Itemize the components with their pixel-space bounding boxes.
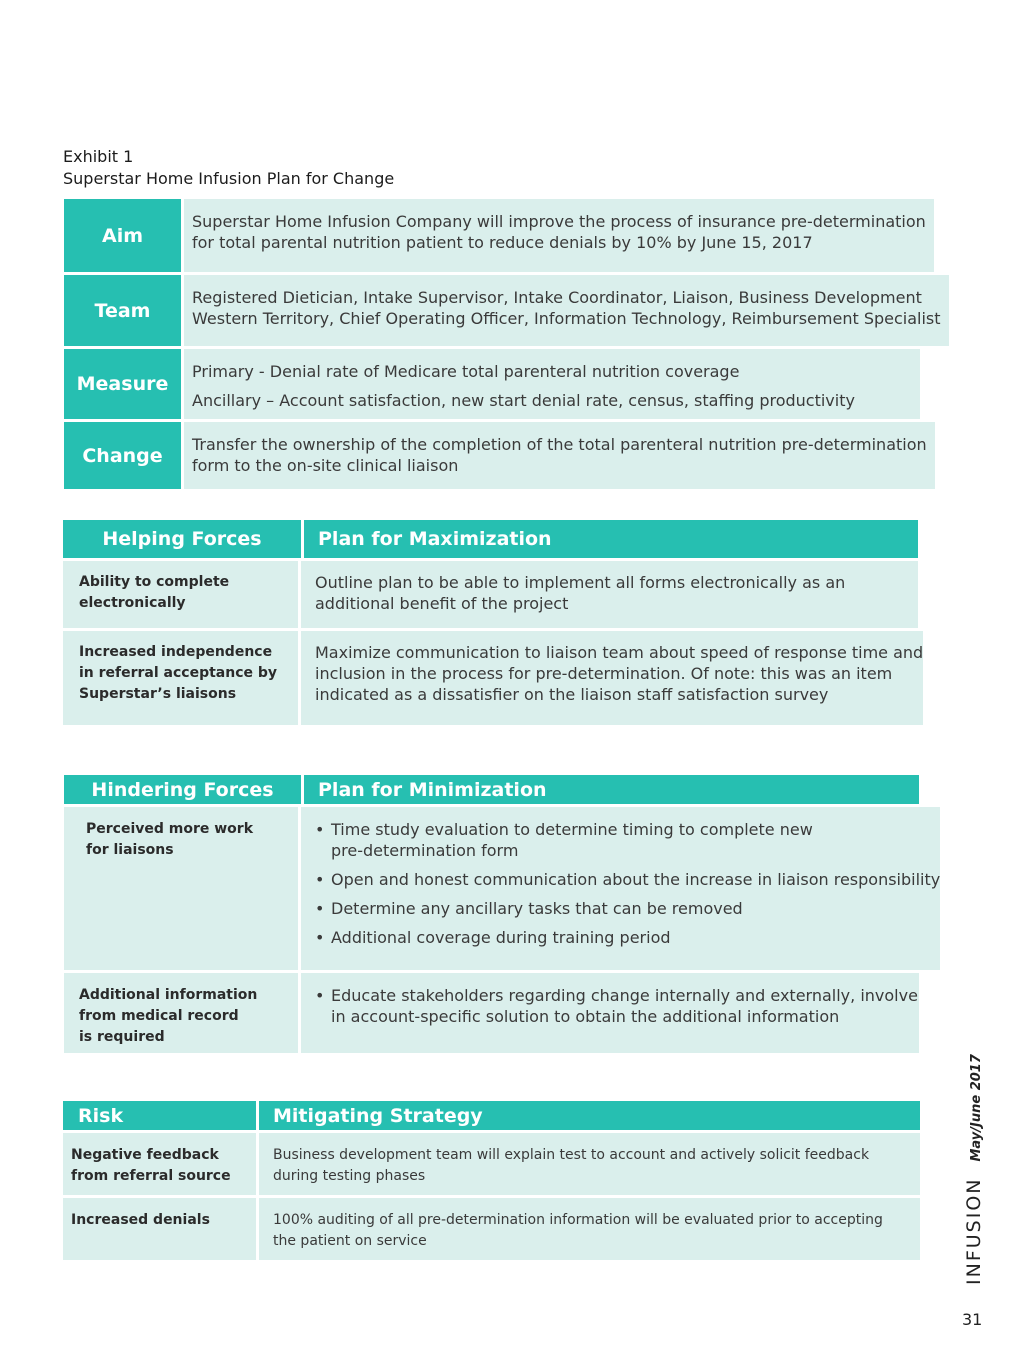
- header-mitigating-strategy: Mitigating Strategy: [273, 1104, 483, 1127]
- strategy-line: Business development team will explain test to account and actively solicit feedback: [273, 1147, 870, 1163]
- bullet-item: [315, 819, 940, 861]
- table-row: [63, 1195, 920, 1260]
- bullet-line: Educate stakeholders regarding change internally and externally, involve: [331, 986, 918, 1005]
- plan-value-change: [184, 422, 935, 489]
- table-header: [63, 520, 918, 558]
- exhibit-label: Exhibit 1: [63, 147, 134, 166]
- bullet-line: Determine any ancillary tasks that can be removed: [331, 899, 743, 918]
- force-cell: [64, 973, 301, 1053]
- plan-value-measure: [184, 349, 920, 419]
- bullet-line: in account-specific solution to obtain the additional information: [331, 1007, 840, 1026]
- plan-text-line: Ancillary – Account satisfaction, new start denial rate, census, staffing productivity: [192, 391, 855, 410]
- table-row: [63, 558, 918, 628]
- plan-table: [64, 199, 941, 489]
- masthead-logo: INFUSION: [963, 1177, 985, 1285]
- header-plan-for-minimization: Plan for Minimization: [318, 778, 547, 801]
- plan-row-aim: [64, 199, 926, 275]
- page-number: 31: [962, 1310, 983, 1329]
- bullet-icon: •: [315, 928, 325, 947]
- plan-row-change: [64, 422, 927, 489]
- hindering-forces-table: [64, 775, 941, 1053]
- force-line: Perceived more work: [86, 821, 254, 837]
- table-header: [64, 775, 919, 804]
- bullet-icon: •: [315, 899, 325, 918]
- table-row: [64, 804, 941, 970]
- plan-text-line: Western Territory, Chief Operating Officer, Information Technology, Reimbursement Specialist: [192, 309, 941, 328]
- plan-label-aim: Aim: [64, 199, 184, 272]
- force-cell: [63, 561, 301, 628]
- plan-line: Maximize communication to liaison team about speed of response time and: [315, 643, 924, 662]
- helping-forces-table: [63, 520, 924, 725]
- table-row: [64, 970, 919, 1053]
- plan-row-team: [64, 275, 941, 349]
- exhibit-heading: [63, 146, 394, 190]
- strategy-cell: [259, 1198, 920, 1260]
- force-line: Additional information: [79, 987, 258, 1003]
- table-header: [63, 1101, 920, 1130]
- risk-table: [63, 1101, 920, 1260]
- issue-date: May/June 2017: [969, 1054, 984, 1162]
- plan-label-change: Change: [64, 422, 184, 489]
- risk-cell: [63, 1133, 259, 1195]
- force-line: from medical record: [79, 1008, 239, 1024]
- force-line: is required: [79, 1029, 165, 1045]
- table-row: [63, 628, 924, 725]
- plan-line: indicated as a dissatisfier on the liaison staff satisfaction survey: [315, 685, 829, 704]
- bullet-icon: •: [315, 986, 325, 1005]
- risk-cell: [63, 1198, 259, 1260]
- bullet-item: [315, 927, 940, 948]
- plan-cell: [301, 561, 918, 628]
- plan-label-team: Team: [64, 275, 184, 346]
- strategy-line: the patient on service: [273, 1233, 427, 1249]
- plan-value-aim: [184, 199, 934, 272]
- force-line: Superstar’s liaisons: [79, 686, 237, 702]
- strategy-line: during testing phases: [273, 1168, 426, 1184]
- risk-line: Increased denials: [71, 1212, 210, 1228]
- bullet-icon: •: [315, 820, 325, 839]
- strategy-line: 100% auditing of all pre-determination information will be evaluated prior to accepting: [273, 1212, 883, 1228]
- plan-text-line: Primary - Denial rate of Medicare total parenteral nutrition coverage: [192, 362, 740, 381]
- plan-text-line: for total parental nutrition patient to reduce denials by 10% by June 15, 2017: [192, 233, 813, 252]
- force-cell: [63, 631, 301, 725]
- strategy-cell: [259, 1133, 920, 1195]
- plan-text-line: form to the on-site clinical liaison: [192, 456, 459, 475]
- magazine-masthead: [963, 1054, 985, 1285]
- plan-cell: [301, 807, 940, 970]
- plan-text-line: Transfer the ownership of the completion of the total parenteral nutrition pre-determination: [192, 435, 927, 454]
- bullet-item: [315, 985, 919, 1027]
- bullet-item: [315, 898, 940, 919]
- plan-cell: [301, 631, 923, 725]
- plan-cell: [301, 973, 919, 1053]
- exhibit-title: Superstar Home Infusion Plan for Change: [63, 169, 395, 188]
- force-line: in referral acceptance by: [79, 665, 278, 681]
- plan-value-team: [184, 275, 949, 346]
- bullet-line: Additional coverage during training period: [331, 928, 671, 947]
- bullet-line: Open and honest communication about the increase in liaison responsibility: [331, 870, 941, 889]
- bullet-item: [315, 869, 940, 890]
- bullet-icon: •: [315, 870, 325, 889]
- table-row: [63, 1130, 920, 1195]
- plan-text-line: Superstar Home Infusion Company will improve the process of insurance pre-determination: [192, 212, 926, 231]
- bullet-line: pre-determination form: [331, 841, 519, 860]
- bullet-line: Time study evaluation to determine timing to complete new: [331, 820, 813, 839]
- risk-line: from referral source: [71, 1168, 231, 1184]
- force-line: Ability to complete: [79, 574, 230, 590]
- force-line: Increased independence: [79, 644, 273, 660]
- header-plan-for-maximization: Plan for Maximization: [318, 528, 552, 550]
- plan-label-measure: Measure: [64, 349, 184, 419]
- header-risk: Risk: [63, 1101, 259, 1130]
- plan-text-line: Registered Dietician, Intake Supervisor, Intake Coordinator, Liaison, Business Development: [192, 288, 922, 307]
- header-helping-forces: Helping Forces: [63, 520, 304, 558]
- header-hindering-forces: Hindering Forces: [64, 775, 304, 804]
- risk-line: Negative feedback: [71, 1147, 219, 1163]
- plan-line: Outline plan to be able to implement all forms electronically as an: [315, 573, 846, 592]
- plan-line: additional benefit of the project: [315, 594, 569, 613]
- plan-line: inclusion in the process for pre-determination. Of note: this was an item: [315, 664, 893, 683]
- force-cell: [64, 807, 301, 970]
- plan-row-measure: [64, 349, 920, 422]
- force-line: electronically: [79, 595, 186, 611]
- force-line: for liaisons: [86, 842, 174, 858]
